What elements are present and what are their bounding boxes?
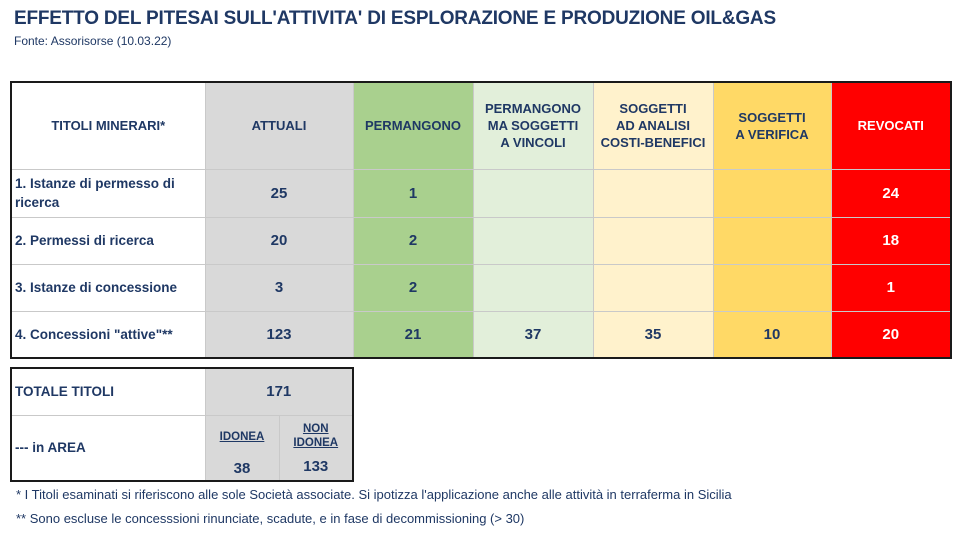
header-costi bbox=[593, 82, 713, 169]
header-costi-line-3: COSTI-BENEFICI bbox=[600, 135, 706, 151]
non-idonea-label-2: IDONEA bbox=[293, 436, 339, 449]
header-vincoli bbox=[473, 82, 593, 169]
cell-verifica: 10 bbox=[713, 311, 831, 358]
idonea-label: IDONEA bbox=[219, 430, 265, 443]
cell-costi bbox=[593, 264, 713, 311]
cell-revocati: 20 bbox=[831, 311, 951, 358]
table-row bbox=[11, 264, 951, 311]
cell-verifica bbox=[713, 264, 831, 311]
cell-permangono: 1 bbox=[353, 169, 473, 217]
cell-verifica bbox=[713, 169, 831, 217]
cell-permangono: 2 bbox=[353, 217, 473, 264]
cell-vincoli bbox=[473, 217, 593, 264]
cell-attuali: 3 bbox=[205, 264, 353, 311]
header-vincoli-line-2: MA SOGGETTI bbox=[487, 118, 579, 134]
header-costi-line-1: SOGGETTI bbox=[619, 101, 687, 117]
cell-vincoli bbox=[473, 169, 593, 217]
cell-vincoli: 37 bbox=[473, 311, 593, 358]
table-row bbox=[11, 169, 951, 217]
header-revocati: REVOCATI bbox=[831, 82, 951, 169]
non-idonea-value: 133 bbox=[303, 457, 329, 475]
header-costi-line-2: AD ANALISI bbox=[616, 118, 690, 134]
table-row bbox=[11, 311, 951, 358]
totale-titoli-table bbox=[10, 367, 354, 482]
row-label: 1. Istanze di permesso di ricerca bbox=[11, 169, 205, 217]
row-label: 2. Permessi di ricerca bbox=[11, 217, 205, 264]
idonea-cell bbox=[205, 415, 279, 481]
cell-permangono: 2 bbox=[353, 264, 473, 311]
cell-revocati: 1 bbox=[831, 264, 951, 311]
footnote-1: * I Titoli esaminati si riferiscono alle sole Società associate. Si ipotizza l'applicazione anche alle attività in terraferma in Sicilia bbox=[16, 487, 732, 502]
header-verifica-line-1: SOGGETTI bbox=[738, 109, 806, 125]
header-verifica-line-2: A VERIFICA bbox=[735, 126, 809, 142]
header-permangono: PERMANGONO bbox=[353, 82, 473, 169]
cell-costi: 35 bbox=[593, 311, 713, 358]
cell-verifica bbox=[713, 217, 831, 264]
non-idonea-label-1: NON bbox=[302, 422, 329, 435]
page-title: EFFETTO DEL PITESAI SULL'ATTIVITA' DI ESPLORAZIONE E PRODUZIONE OIL&GAS bbox=[14, 8, 776, 29]
cell-attuali: 123 bbox=[205, 311, 353, 358]
totale-row bbox=[11, 368, 353, 415]
area-label: --- in AREA bbox=[11, 415, 205, 481]
header-verifica bbox=[713, 82, 831, 169]
source-note: Fonte: Assorisorse (10.03.22) bbox=[14, 34, 172, 48]
non-idonea-cell bbox=[279, 415, 353, 481]
titoli-minerari-table bbox=[10, 81, 952, 359]
totale-label: TOTALE TITOLI bbox=[11, 368, 205, 415]
area-row bbox=[11, 415, 353, 481]
header-vincoli-line-3: A VINCOLI bbox=[500, 135, 566, 151]
cell-revocati: 18 bbox=[831, 217, 951, 264]
row-label: 3. Istanze di concessione bbox=[11, 264, 205, 311]
totale-value: 171 bbox=[205, 368, 353, 415]
cell-costi bbox=[593, 169, 713, 217]
cell-attuali: 20 bbox=[205, 217, 353, 264]
table-row bbox=[11, 217, 951, 264]
cell-attuali: 25 bbox=[205, 169, 353, 217]
row-label: 4. Concessioni "attive"** bbox=[11, 311, 205, 358]
cell-revocati: 24 bbox=[831, 169, 951, 217]
header-vincoli-line-1: PERMANGONO bbox=[484, 101, 582, 117]
header-attuali: ATTUALI bbox=[205, 82, 353, 169]
cell-vincoli bbox=[473, 264, 593, 311]
idonea-value: 38 bbox=[233, 459, 251, 477]
cell-costi bbox=[593, 217, 713, 264]
header-titoli: TITOLI MINERARI* bbox=[11, 82, 205, 169]
header-row bbox=[11, 82, 951, 169]
footnote-2: ** Sono escluse le concesssioni rinunciate, scadute, e in fase di decommissioning (> 30) bbox=[16, 511, 525, 526]
cell-permangono: 21 bbox=[353, 311, 473, 358]
